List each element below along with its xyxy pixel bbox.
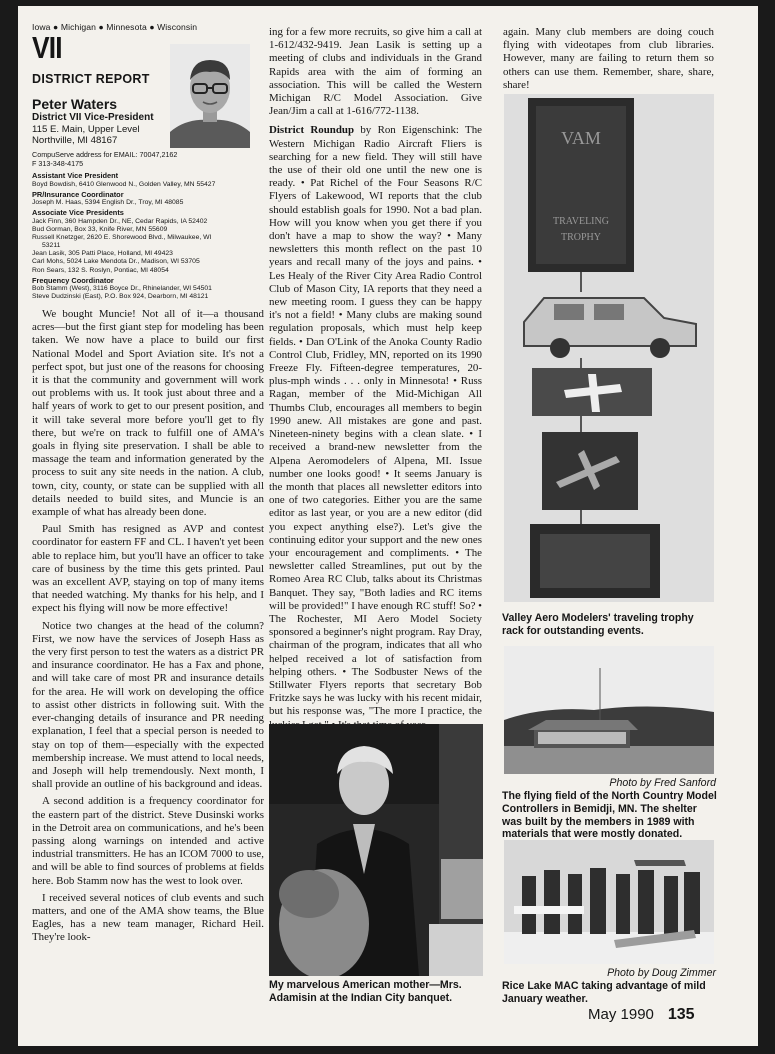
- contact-heading: Associate Vice Presidents: [32, 208, 124, 218]
- rice-caption: Rice Lake MAC taking advantage of mild January weather.: [502, 980, 706, 1005]
- author-title: District VII Vice-President: [32, 112, 154, 123]
- contact-line: Bob Stamm (West), 3116 Boyce Dr., Rhinelander, WI 54501: [32, 285, 212, 293]
- paragraph: again. Many club members are doing couch flying with videotapes from club libraries. However, many are failing to return them so others can use them. Remember, share, share, share!: [503, 26, 714, 91]
- contact-heading: Assistant Vice President: [32, 171, 119, 180]
- svg-text:VAM: VAM: [561, 128, 601, 148]
- trophy-caption: Valley Aero Modelers' traveling trophy rack for outstanding events.: [502, 612, 694, 637]
- contact-line: Steve Dudzinski (East), P.O. Box 924, Dearborn, MI 48121: [32, 293, 209, 301]
- fax-line: F 313-348-4175: [32, 158, 84, 168]
- paragraph: Notice two changes at the head of the column? First, we now have the services of Joseph Hass as the very first person to test the waters as a district PR and insurance coordinator. He has a Fax and phone, and will take care of most PR and insurance details for the area. He will work on developing the office to assist other districts in following suit. With the ever-changing details of insurance and PR needing explanation, I feel that a special person is needed to stay on top of them—especially with the expected membership increase. We must attend to local needs, and Joseph will help tremendously. Next month, I shall provide an outline of his background and ideas.: [32, 619, 264, 791]
- address-line: 115 E. Main, Upper Level: [32, 124, 140, 135]
- author-email: [32, 151, 177, 168]
- roundup-text: by Ron Eigenschink: The Western Michigan Radio Aircraft Fliers is searching for a new field. They will still have the use of their old one until the new one is ready. • Pat Richel of the Four Seasons R/C Flyers of Lakewood, WI reports that the club should establish goals for 1990. Not a bad plan. How will you know when you get there if you don't have a map to show the way? • Many newsletters this month reflect on the past 10 years and recall many of the joys and pains. • Les Healy of the River City Area Radio Control Club of Mason City, IA reports that they need a new meeting room. I guess they can be happy it's not a field! • Many clubs are making sound regulation proposals, which must help keep fields. • Dan O'Link of the Anoka County Radio Control Club, Fridley, MN, reported on its 1990 Freeze Fly. Fifteen-degree temperatures, 20-plus-mph winds . . . only in Minnesota! • Russ Ragan, member of the Mid-Michigan All Thumbs Club, encourages all members to begin 1990 anew. All mistakes are gone and past. Nineteen-ninety begins with a clean slate. • I received a brand-new newsletter from the Alpena Aeromodelers of Alpena, MI. Issue number one looks good! • It seems January is the month that places all newsletter editors into one of two categories. Either you are the same editor as last year, or you are a new editor (did you expect anything else?). Let's give the continuing editor your support and the new ones your encouragement and compliments. • The newsletter called Streamlines, put out by the Romeo Area RC Club, talks about its Christmas Banquet. They say, "Both ladies and RC items will be provided!" I have enough RC stuff! So? • The Rochester, MI Aero Model Society sponsored a beginner's night program. Ray Dray, chairman of the program, indicates that all who helped received a lot of satisfaction from helping others. • The Sodbuster News of the Stillwater Flyers reports that secretary Bob Fritzke says he was lucky with his recent midair, but his response was, "The more I practice, the: [269, 124, 482, 718]
- page-number: 135: [667, 1006, 695, 1023]
- page-footer: [588, 1006, 695, 1024]
- article-column-2: [269, 26, 482, 732]
- paragraph: I received several notices of club events and such matters, and one of the AMA show teams, the Blue Eagles, has a new team manager, Richard Heil. They're look-: [32, 891, 264, 944]
- contact-line: Jack Finn, 360 Hampden Dr., NE, Cedar Rapids, IA 52402: [32, 217, 208, 225]
- banquet-photo: [269, 724, 483, 976]
- contact-line: Ron Sears, 132 S. Roslyn, Pontiac, MI 48054: [32, 266, 169, 274]
- paragraph: Paul Smith has resigned as AVP and contest coordinator for eastern FF and CL. I haven't yet been able to replace him, but you'll have an officer to take care of business by the time this gets printed. Paul was an excellent AVP, staying on top of many items that needed watching. My thanks for his help, and I expect his flying will now be more effective!: [32, 523, 264, 615]
- contact-line: Carl Mohs, 5024 Lake Mendota Dr., Madison, WI 53705: [32, 258, 200, 266]
- contact-line: Joseph M. Haas, 5394 English Dr., Troy, MI 48085: [32, 199, 184, 207]
- rice-photo-credit: Photo by Doug Zimmer: [607, 967, 716, 979]
- email-line: CompuServe address for EMAIL: 70047,2162: [32, 150, 178, 159]
- contact-heading: Frequency Coordinator: [32, 275, 114, 285]
- author-portrait: [170, 44, 250, 148]
- svg-text:TRAVELING: TRAVELING: [553, 216, 609, 227]
- author-name: Peter Waters: [32, 96, 118, 112]
- author-address: [32, 124, 140, 146]
- contact-line: Bud Gorman, Box 33, Knife River, MN 55609: [32, 226, 168, 234]
- paragraph: A second addition is a frequency coordinator for the eastern part of the district. Steve Dusinski works in the Detroit area on communications, and he's been passing along warnings on intended and active industrial transmitters. He has an ICOM 7000 to use, and will be able to find sources of problems at fields here. Bob Stamm now has the west to look over.: [32, 795, 264, 887]
- contact-line: Jean Lasik, 305 Patti Place, Holland, MI 49423: [32, 250, 173, 258]
- article-column-3: [503, 26, 714, 92]
- section-title: DISTRICT REPORT: [32, 72, 150, 86]
- field-caption: The flying field of the North Country Model Controllers in Bemidji, MN. The shelter was built by the members in 1989 with materials that were mostly donated.: [502, 790, 717, 841]
- issue-date: May 1990: [588, 1006, 654, 1023]
- field-photo-credit: Photo by Fred Sanford: [609, 777, 716, 789]
- contact-line: Boyd Bowdish, 6410 Glenwood N., Golden Valley, MN 55427: [32, 180, 216, 188]
- district-number: VII: [32, 30, 62, 65]
- address-line: Northville, MI 48167: [32, 135, 118, 146]
- contact-group: [32, 209, 215, 274]
- contact-heading: PR/Insurance Coordinator: [32, 189, 124, 199]
- banquet-caption: My marvelous American mother—Mrs. Adamisin at the Indian City banquet.: [269, 979, 462, 1004]
- district-states: Iowa ● Michigan ● Minnesota ● Wisconsin: [32, 22, 198, 32]
- roundup-paragraph: [269, 124, 482, 731]
- contacts-list: [32, 172, 215, 301]
- flying-field-photo: [504, 646, 714, 774]
- contact-group: [32, 277, 215, 302]
- svg-text:TROPHY: TROPHY: [560, 232, 602, 243]
- roundup-heading: District Roundup: [269, 124, 355, 137]
- contact-group: [32, 172, 215, 189]
- paragraph: ing for a few more recruits, so give him a call at 1-612/432-9419. Jean Lasik is setting up a meeting of clubs and individuals in the Grand Rapids area with the aim of forming an association. This will be called the Western Michigan R/C Model Association. Give Jean/Jim a call at 1-616/772-1138.: [269, 26, 482, 118]
- contact-line: Russell Knetzger, 2620 E. Shorewood Blvd., Milwaukee, WI: [32, 234, 212, 242]
- trophy-photo: [504, 94, 714, 602]
- article-column-1: [32, 308, 264, 945]
- magazine-page: [18, 6, 758, 1046]
- contact-line: 53211: [42, 242, 61, 250]
- contact-group: [32, 191, 215, 208]
- paragraph: We bought Muncie! Not all of it—a thousand acres—but the first giant step for modeling has been taken. We now have a place to build our first National Model and Sport Aviation site. It's not a perfect spot, but just one of the reasons for choosing it is that the community and government will work out problems with us. It took just about three and a half years of work to get to our present position, and it will take several more before you'll get to fly there, but we're on track to fulfill one of AMA's goals in flying site preservation. I shall be able to massage the team and information generated by the process to suit any site needs in the nation. A club, town, city, county, or state can be supplied with all details needed to build sites, and Muncie is an example of what has already been done.: [32, 308, 264, 519]
- rice-lake-photo: [504, 840, 714, 964]
